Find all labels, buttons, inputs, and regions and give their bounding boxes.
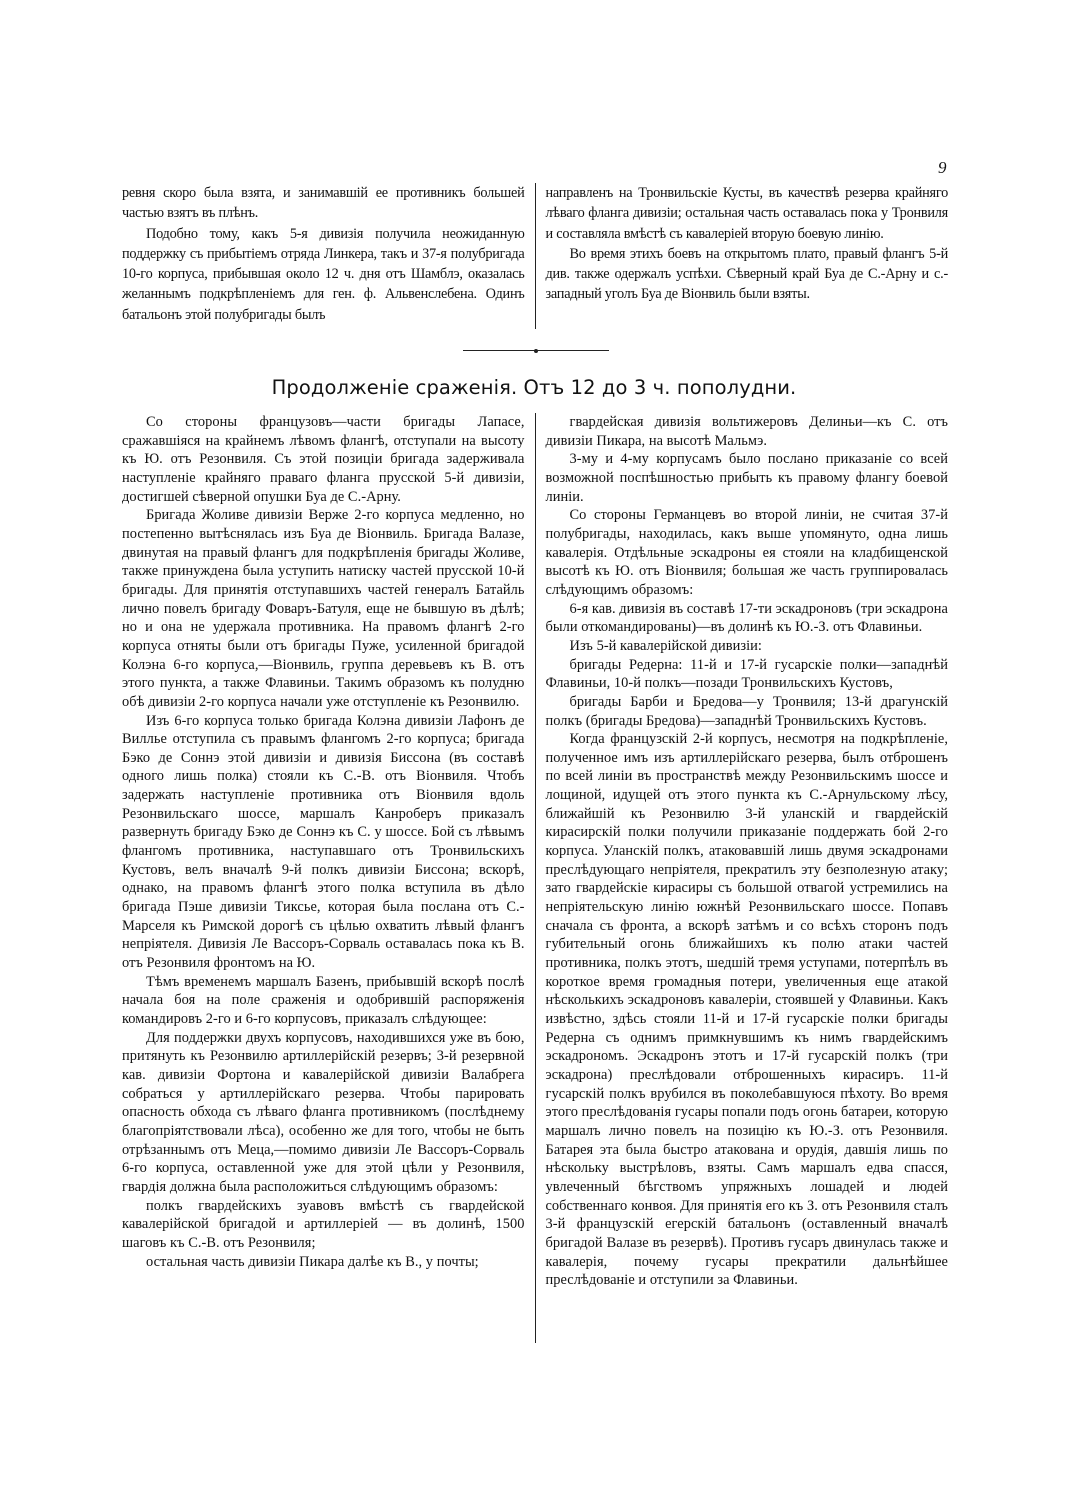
paragraph: бригады Барби и Бредова—у Тронвиля; 13-й драгунскій полкъ (бригады Бредова)—западнѣй Тронвильскихъ Кустовъ. <box>545 693 948 729</box>
paragraph: Бригада Жоливе дивизіи Верже 2-го корпуса медленно, но постепенно вытѣснялась изъ Буа де Віонвиль. Бригада Валазе, двинутая на правый флангъ для подкрѣпленія бригады Жоливе, также принуждена была уступить натиску частей прусской 10-й бригады. Для принятія отступавшихъ частей генералъ Батайль лично повелъ бригаду Фоваръ-Батуля, еще не бывшую въ дѣлѣ; но и она не удержала противника. На правомъ флангѣ 2-го корпуса отняты были отъ бригады Пуже, усиленной бригадой Колэна 6-го корпуса,—Віонвиль, группа деревьевъ къ В. отъ этого пункта, а также Флавиньи. Такимъ образомъ къ полудню обѣ дивизіи 2-го корпуса начали уже отступленіе къ Резонвилю. <box>122 507 525 710</box>
top-section <box>122 183 948 329</box>
paragraph: Со стороны Германцевъ во второй линіи, не считая 37-й полубригады, находилась, какъ выше упомянуто, одна лишь кавалерія. Отдѣльные эскадроны ея стояли на кладбищенской высотѣ къ Ю. отъ Віонвиля; большая же часть группировалась слѣдующимъ образомъ: <box>545 507 948 598</box>
paragraph: гвардейская дивизія вольтижеровъ Делиньи—къ С. отъ дивизіи Пикара, на высотѣ Мальмэ. <box>545 414 948 449</box>
top-right-column <box>536 183 949 329</box>
paragraph: направленъ на Тронвильскіе Кусты, въ качествѣ резерва крайняго лѣваго фланга дивизіи; остальная часть оставалась пока у Тронвиля и составляла вмѣстѣ съ кавалеріей вторую боевую линію. <box>545 185 948 242</box>
paragraph: 3-му и 4-му корпусамъ было послано приказаніе со всей возможной поспѣшностью прибыть къ правому флангу боевой линіи. <box>545 451 948 505</box>
section-title: Продолженіе сраженія. Отъ 12 до 3 ч. пополудни. <box>271 376 797 399</box>
paragraph: остальная часть дивизіи Пикара далѣе къ В., у почты; <box>146 1253 479 1270</box>
paragraph: Подобно тому, какъ 5-я дивизія получила неожиданную поддержку съ прибытіемъ отряда Линкера, такъ и 37-я полубригада 10-го корпуса, прибывшая около 12 ч. дня отъ Шамблэ, оказалась желаннымъ подкрѣпленіемъ для ген. ф. Альвенслебена. Одинъ батальонъ этой полубригады былъ <box>122 225 525 323</box>
page-number: 9 <box>938 158 947 177</box>
paragraph: Когда французскій 2-й корпусъ, несмотря на подкрѣпленіе, полученное имъ изъ артиллерійскаго резерва, былъ отброшенъ по всей линіи въ пространствѣ между Резонвильскимъ шоссе и лощиной, идущей отъ этого пункта къ С.-Арнульскому лѣсу, ближайшій къ Резонвилю 3-й уланскій и гвардейскій кирасирскій полки получили приказаніе поддержать бой 2-го корпуса. Уланскій полкъ, атаковавшій лишь двумя эскадронами преслѣдующаго непріятеля, прекратилъ эту безполезную атаку; зато гвардейскіе кирасиры съ большой отвагой устремились на непріятельскую линію южнѣй Резонвильскаго шоссе. Попавъ сначала съ фронта, а вскорѣ затѣмъ и со всѣхъ сторонъ подъ губительный огонь ближайшихъ къ полю атаки частей противника, полкъ этотъ, шедшій тремя уступами, потерпѣлъ въ короткое время громадныя потери, увеличенныя еще атакой нѣсколькихъ эскадроновъ кавалеріи, стоявшей у Флавиньи. Какъ извѣстно, здѣсь стояли 11-й и 17-й гусарскіе полки бригады Редерна съ однимъ примкнувшимъ къ нимъ гвардейскимъ эскадрономъ. Эскадронъ этотъ и 17-й гусарскій полкъ (три эскадрона) преслѣдовали отброшенныхъ кирасиръ. 11-й гусарскій полкъ врубился въ поколебавшуюся пѣхоту. Во время этого преслѣдованія гусары попали подъ огонь батареи, которую маршалъ лично повелъ на позицію къ Ю.-З. отъ Резонвиля. Батарея эта была быстро атакована и орудія, давшія лишь по нѣскольку выстрѣловъ, взяты. Самъ маршалъ едва спасся, увлеченный бѣгствомъ упряжныхъ лошадей и людей собственнаго конвоя. Для принятія его къ З. отъ Резонвиля сталъ 3-й французскій егерскій батальонъ (оставленный вначалѣ бригадой Валазе въ резервѣ). Противъ гусаръ двинулась также и кавалерія, почему гусары прекратили дальнѣйшее преслѣдованіе и отступили за Флавиньи. <box>545 731 948 1289</box>
paragraph: Во время этихъ боевъ на открытомъ плато, правый флангъ 5-й див. также одержалъ успѣхи. Сѣверный край Буа де С.-Арну и с.-западный уголъ Буа де Віонвиль были взяты. <box>545 245 948 303</box>
paragraph: Тѣмъ временемъ маршалъ Базенъ, прибывшій вскорѣ послѣ начала боя на поле сраженія и одобрившій распоряженія командировъ 2-го и 6-го корпусовъ, приказалъ слѣдующее: <box>122 973 525 1027</box>
paragraph: полкъ гвардейскихъ зуавовъ вмѣстѣ съ гвардейской кавалерійской бригадой и артиллеріей — въ долинѣ, 1500 шаговъ къ С.-В. отъ Резонвиля; <box>122 1197 525 1251</box>
main-left-column <box>122 413 536 1343</box>
paragraph: Изъ 6-го корпуса только бригада Колэна дивизіи Лафонъ де Виллье отступила съ правымъ флангомъ 2-го корпуса; бригада Бэко де Соннэ этой дивизіи и дивизія Биссона (въ составѣ одного лишь полка) стояли къ С.-В. отъ Віонвиля. Чтобъ задержать наступленіе противника отъ Віонвиля вдоль Резонвильскаго шоссе, маршалъ Канроберъ приказалъ развернуть бригаду Бэко де Соннэ къ С. у шоссе. Бой съ лѣвымъ флангомъ противника, наступавшаго отъ Тронвильскихъ Кустовъ, велъ вначалѣ 9-й полкъ дивизіи Биссона; вскорѣ, однако, на правомъ флангѣ этого полка вступила въ дѣло бригада Пэше дивизіи Тиксье, которая была послана отъ С.-Марселя къ Римской дорогѣ съ цѣлью охватить лѣвый флангъ непріятеля. Дивизія Ле Вассоръ-Сорваль оставалась пока къ В. отъ Резонвиля фронтомъ на Ю. <box>122 712 525 972</box>
paragraph: ревня скоро была взята, и занимавшій ее противникъ большей частью взятъ въ плѣнъ. <box>122 185 525 222</box>
main-text <box>122 413 948 1343</box>
paragraph: 6-я кав. дивизія въ составѣ 17-ти эскадроновъ (три эскадрона были откомандированы)—въ долинѣ къ Ю.-З. отъ Флавиньи. <box>545 600 948 636</box>
paragraph: бригады Редерна: 11-й и 17-й гусарскіе полки—западнѣй Флавиньи, 10-й полкъ—позади Тронвильскихъ Кустовъ, <box>545 656 948 692</box>
section-divider <box>463 350 609 351</box>
paragraph: Изъ 5-й кавалерійской дивизіи: <box>569 637 762 654</box>
top-left-column <box>122 183 536 329</box>
main-right-column <box>536 413 949 1343</box>
paragraph: Со стороны французовъ—части бригады Лапасе, сражавшіяся на крайнемъ лѣвомъ флангѣ, отступали на высоту къ Ю. отъ Резонвиля. Съ этой позиціи бригада задерживала наступленіе крайняго праваго фланга прусской 5-й дивизіи, достигшей сѣверной опушки Буа де С.-Арну. <box>122 414 525 505</box>
paragraph: Для поддержки двухъ корпусовъ, находившихся уже въ бою, притянуть къ Резонвилю артиллерійскій резервъ; 3-й резервной кав. дивизіи Фортона и кавалерійской дивизіи Валабрега собраться у артиллерійскаго резерва. Чтобы парировать опасность обхода съ лѣваго фланга противникомъ (послѣднему благопріятствовали лѣса), особенно же для того, чтобы не быть отрѣзаннымъ отъ Меца,—помимо дивизіи Ле Вассоръ-Сорваль 6-го корпуса, оставленной уже для этой цѣли у Резонвиля, гвардія должна была расположиться слѣдующимъ образомъ: <box>122 1029 525 1195</box>
